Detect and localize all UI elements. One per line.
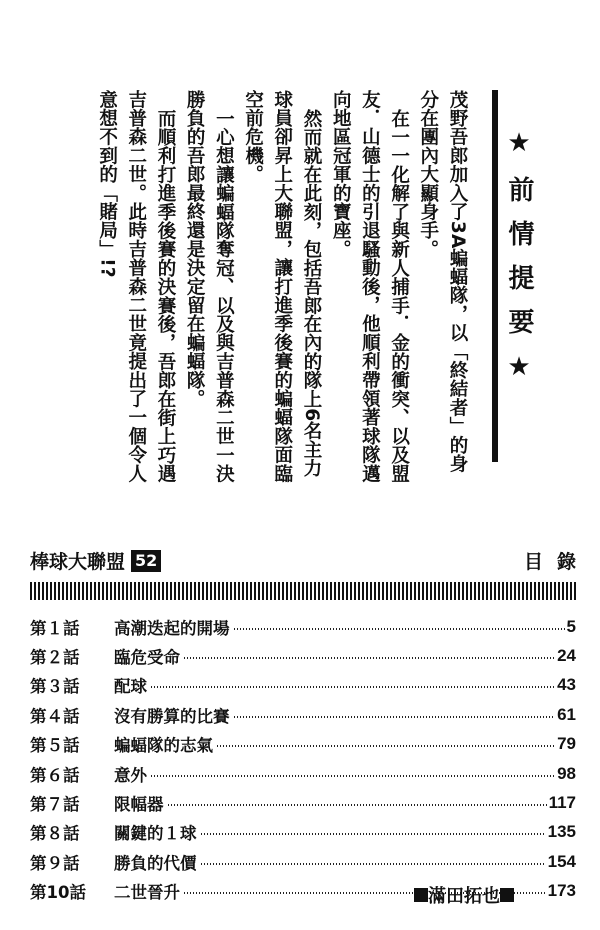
toc-hatch-divider (30, 582, 576, 600)
toc-item[interactable] (30, 671, 576, 700)
chapter-page: 117 (548, 793, 576, 813)
square-mark-icon (414, 888, 428, 902)
chapter-page: 61 (557, 704, 576, 724)
chapter-title: 配球 (114, 677, 147, 697)
toc-item[interactable] (30, 700, 576, 729)
series-title (30, 547, 161, 577)
chapter-page: 5 (566, 616, 576, 636)
chapter-number: 第８話 (30, 824, 80, 844)
synopsis-paragraph: 而順利打進季後賽的決賽後，吾郎在街上巧遇吉普森二世。此時吉普森二世竟提出了一個令人意想不到的「賭局」!? (96, 90, 176, 483)
chapter-page: 173 (547, 881, 576, 901)
toc-title: 目錄 (523, 551, 590, 573)
synopsis-divider (492, 90, 498, 462)
chapter-page: 79 (557, 734, 576, 754)
toc-item[interactable] (30, 641, 576, 670)
chapter-title: 二世晉升 (114, 883, 180, 903)
chapter-number: 第２話 (30, 648, 80, 668)
volume-badge: 52 (131, 550, 161, 572)
chapter-number: 第５話 (30, 736, 80, 756)
synopsis-body (92, 90, 472, 490)
toc-item[interactable] (30, 759, 576, 788)
dot-leader (151, 686, 555, 688)
chapter-number: 第６話 (30, 765, 80, 785)
dot-leader (151, 775, 555, 777)
chapter-number: 第１話 (30, 618, 80, 638)
chapter-page: 98 (557, 763, 576, 783)
synopsis-paragraph: 茂野吾郎加入了3A蝙蝠隊，以「終結者」的身分在團內大顯身手。 (417, 90, 468, 473)
toc-item[interactable] (30, 818, 576, 847)
chapter-title: 限幅器 (114, 795, 164, 815)
toc-item[interactable] (30, 847, 576, 876)
dot-leader (201, 833, 546, 835)
chapter-title: 高潮迭起的開場 (114, 618, 230, 638)
synopsis-paragraph: 一心想讓蝙蝠隊奪冠、以及與吉普森二世一決勝負的吾郎最終還是決定留在蝙蝠隊。 (184, 90, 235, 483)
dot-leader (168, 804, 547, 806)
chapter-page: 43 (557, 675, 576, 695)
chapter-page: 154 (547, 851, 576, 871)
toc-header (30, 547, 590, 577)
toc-list (30, 612, 576, 906)
dot-leader (234, 716, 556, 718)
toc-item[interactable] (30, 730, 576, 759)
synopsis-heading: ★前情提要★ (504, 128, 534, 400)
chapter-title: 關鍵的１球 (114, 824, 197, 844)
dot-leader (217, 745, 555, 747)
author-name: 滿田拓也 (428, 886, 500, 907)
square-mark-icon (500, 888, 514, 902)
synopsis-paragraph: 然而就在此刻，包括吾郎在內的隊上6名主力球員卻昇上大聯盟，讓打進季後賽的蝙蝠隊面臨空前危機。 (242, 90, 322, 483)
dot-leader (234, 628, 565, 630)
chapter-page: 24 (557, 646, 576, 666)
chapter-title: 勝負的代價 (114, 853, 197, 873)
dot-leader (184, 657, 555, 659)
chapter-number: 第４話 (30, 706, 80, 726)
chapter-title: 沒有勝算的比賽 (114, 706, 230, 726)
toc-item[interactable] (30, 612, 576, 641)
chapter-title: 意外 (114, 765, 147, 785)
author-credit (414, 882, 514, 908)
toc-item[interactable] (30, 788, 576, 817)
chapter-title: 臨危受命 (114, 648, 180, 668)
chapter-number: 第10話 (30, 883, 86, 903)
chapter-number: 第９話 (30, 853, 80, 873)
chapter-number: 第３話 (30, 677, 80, 697)
chapter-number: 第７話 (30, 795, 80, 815)
chapter-page: 135 (547, 822, 576, 842)
chapter-title: 蝙蝠隊的志氣 (114, 736, 213, 756)
dot-leader (201, 863, 546, 865)
synopsis-paragraph: 在一一化解了與新人捕手．金的衝突、以及盟友．山德士的引退騷動後，他順利帶領著球隊邁向地區冠軍的寶座。 (330, 90, 410, 483)
series-name: 棒球大聯盟 (30, 551, 126, 573)
